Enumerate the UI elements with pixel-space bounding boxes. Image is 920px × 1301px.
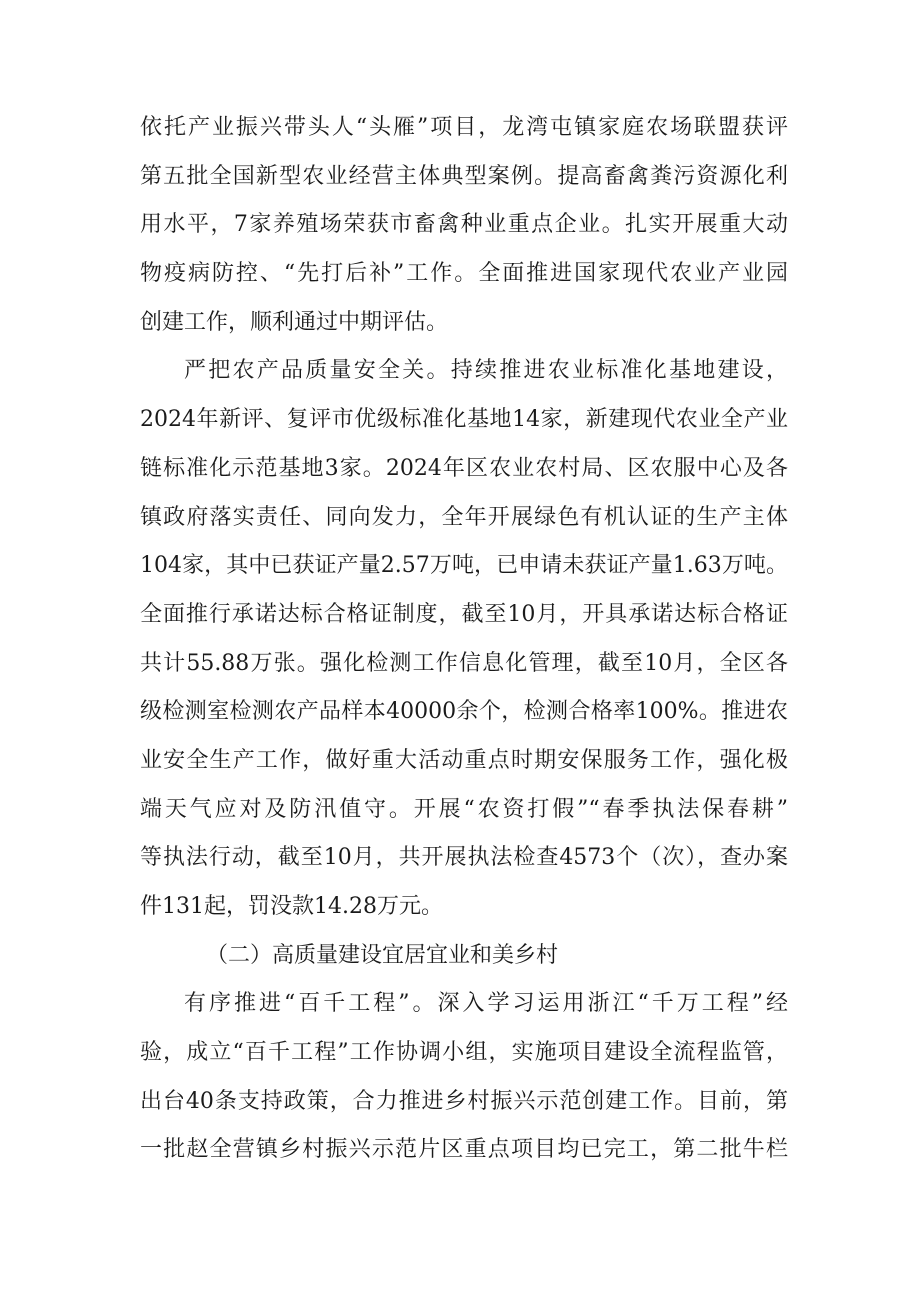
- text-line: 级检测室检测农产品样本40000余个，检测合格率100%。推进农: [140, 699, 788, 725]
- text-line: 104家，其中已获证产量2.57万吨，已申请未获证产量1.63万吨。: [140, 553, 788, 579]
- text-line: 等执法行动，截至10月，共开展执法检查4573个（次），查办案: [140, 845, 788, 871]
- paragraph-start-line: 有序推进“百千工程”。深入学习运用浙江“千万工程”经: [184, 991, 788, 1017]
- text-line: 镇政府落实责任、同向发力，全年开展绿色有机认证的生产主体: [140, 504, 788, 530]
- text-line: 验，成立“百千工程”工作协调小组，实施项目建设全流程监管，: [140, 1040, 788, 1066]
- text-line: 创建工作，顺利通过中期评估。: [140, 309, 449, 335]
- body-text: [140, 104, 788, 1175]
- text-line: 物疫病防控、“先打后补”工作。全面推进国家现代农业产业园: [140, 261, 788, 287]
- text-line: 全面推行承诺达标合格证制度，截至10月，开具承诺达标合格证: [140, 601, 788, 627]
- text-line: 端天气应对及防汛值守。开展“农资打假”“春季执法保春耕”: [140, 796, 788, 822]
- text-line: 第五批全国新型农业经营主体典型案例。提高畜禽粪污资源化利: [140, 163, 788, 189]
- text-line: 链标准化示范基地3家。2024年区农业农村局、区农服中心及各: [140, 455, 788, 481]
- text-line: 用水平，7家养殖场荣获市畜禽种业重点企业。扎实开展重大动: [140, 212, 788, 238]
- text-line: 依托产业振兴带头人“头雁”项目，龙湾屯镇家庭农场联盟获评: [140, 115, 788, 140]
- text-line: 业安全生产工作，做好重大活动重点时期安保服务工作，强化极: [140, 747, 788, 773]
- text-line: 一批赵全营镇乡村振兴示范片区重点项目均已完工，第二批牛栏: [140, 1137, 788, 1163]
- text-line: 2024年新评、复评市优级标准化基地14家，新建现代农业全产业: [140, 407, 788, 433]
- paragraph-start-line: 严把农产品质量安全关。持续推进农业标准化基地建设，: [184, 358, 788, 384]
- text-line: 件131起，罚没款14.28万元。: [140, 894, 443, 919]
- text-line: 出台40条支持政策，合力推进乡村振兴示范创建工作。目前，第: [140, 1088, 788, 1114]
- section-heading: （二）高质量建设宜居宜业和美乡村: [206, 942, 559, 968]
- text-line: 共计55.88万张。强化检测工作信息化管理，截至10月，全区各: [140, 650, 788, 676]
